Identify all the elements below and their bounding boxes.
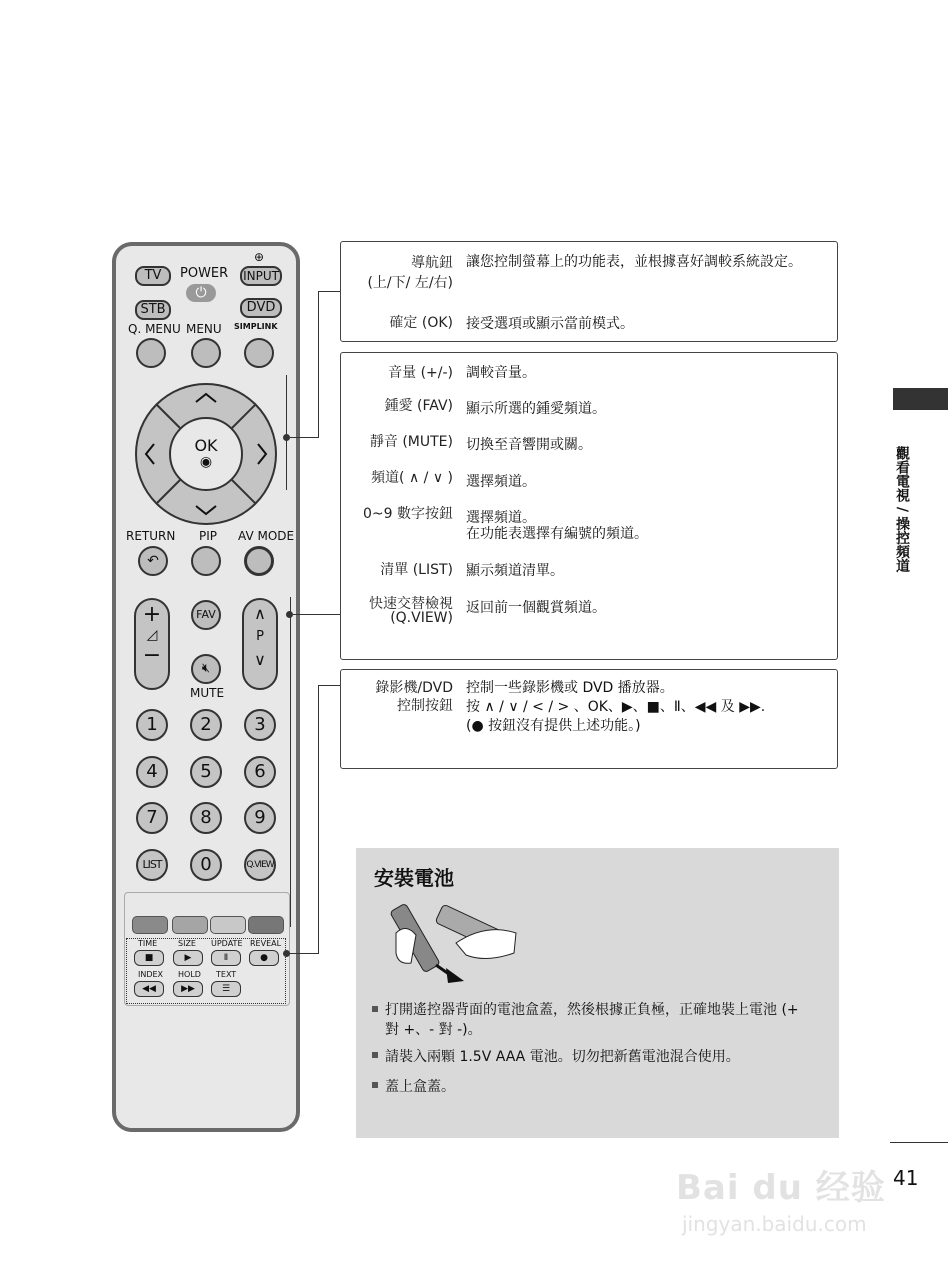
marker-vol bbox=[290, 597, 291, 927]
digit-4-button[interactable]: 4 bbox=[136, 756, 168, 788]
simplink-label: SIMPLINK bbox=[234, 322, 278, 331]
digit-2-button[interactable]: 2 bbox=[190, 709, 222, 741]
vol-term: 音量 (+/-) bbox=[388, 365, 453, 381]
channel-p-label: P bbox=[256, 629, 264, 644]
dvd-line-1: 控制一些錄影機或 DVD 播放器。 bbox=[466, 680, 674, 696]
fav-desc: 顯示所選的鍾愛頻道。 bbox=[466, 401, 606, 417]
nav-desc: 讓您控制螢幕上的功能表，並根據喜好調較系統設定。 bbox=[466, 254, 802, 270]
callout-navigation bbox=[340, 241, 838, 342]
stb-button[interactable]: STB bbox=[135, 300, 171, 320]
volume-rocker[interactable] bbox=[134, 598, 170, 690]
section-vertical-title: 觀看電視 / 操控頻道 bbox=[894, 446, 910, 573]
reveal-label: REVEAL bbox=[250, 939, 282, 948]
watermark-url: jingyan.baidu.com bbox=[682, 1212, 867, 1236]
qmenu-button[interactable] bbox=[136, 338, 166, 368]
connector-dot-2 bbox=[286, 611, 293, 618]
vol-desc: 調較音量。 bbox=[466, 365, 536, 381]
list-term: 清單 (LIST) bbox=[380, 562, 453, 578]
digit-6-button[interactable]: 6 bbox=[244, 756, 276, 788]
time-label: TIME bbox=[138, 939, 158, 948]
volume-down-icon: − bbox=[142, 643, 162, 668]
channel-rocker[interactable] bbox=[242, 598, 278, 690]
connector-dot-3 bbox=[283, 950, 290, 957]
fav-button[interactable] bbox=[191, 600, 221, 630]
ok-term: 確定 (OK) bbox=[389, 315, 453, 331]
text-button[interactable]: ☰ bbox=[211, 981, 241, 997]
section-tab bbox=[893, 388, 948, 410]
dvd-line-2: 按 ∧ / ∨ / < / > 、OK、▶、■、Ⅱ、◀◀ 及 ▶▶. bbox=[466, 699, 766, 715]
yellow-button[interactable] bbox=[210, 916, 246, 934]
channel-up-icon: ∧ bbox=[254, 604, 266, 623]
input-button[interactable]: INPUT bbox=[240, 266, 282, 286]
mute-button[interactable]: 🔇︎ bbox=[191, 654, 221, 684]
index-label: INDEX bbox=[138, 970, 164, 979]
ok-button[interactable] bbox=[190, 436, 222, 469]
update-label: UPDATE bbox=[211, 939, 243, 948]
list-button[interactable]: LIST bbox=[136, 849, 168, 881]
fav-label: FAV bbox=[196, 608, 216, 621]
marker-nav bbox=[286, 375, 287, 490]
list-desc: 顯示頻道清單。 bbox=[466, 563, 564, 579]
dvd-line-3: (● 按鈕沒有提供上述功能。) bbox=[466, 718, 641, 734]
play-button[interactable]: ▶ bbox=[173, 950, 203, 966]
callout-channel-volume bbox=[340, 352, 838, 660]
channel-desc: 選擇頻道。 bbox=[466, 474, 536, 490]
digit-3-button[interactable]: 3 bbox=[244, 709, 276, 741]
channel-term: 頻道( ∧ / ∨ ) bbox=[371, 470, 453, 486]
digit-8-button[interactable]: 8 bbox=[190, 802, 222, 834]
qview-desc: 返回前一個觀賞頻道。 bbox=[466, 600, 606, 616]
record-button[interactable]: ● bbox=[249, 950, 279, 966]
pip-button[interactable] bbox=[191, 546, 221, 576]
digits-term: 0~9 數字按鈕 bbox=[363, 506, 453, 522]
battery-illustration bbox=[386, 893, 526, 988]
nav-term-1: 導航鈕 bbox=[411, 255, 453, 271]
page-number: 41 bbox=[893, 1166, 919, 1190]
size-label: SIZE bbox=[178, 939, 196, 948]
qview-button[interactable]: Q.VIEW bbox=[244, 849, 276, 881]
return-button[interactable]: ↶ bbox=[138, 546, 168, 576]
digit-7-button[interactable]: 7 bbox=[136, 802, 168, 834]
stop-button[interactable]: ■ bbox=[134, 950, 164, 966]
battery-step-2: 請裝入兩顆 1.5V AAA 電池。切勿把新舊電池混合使用。 bbox=[385, 1046, 815, 1066]
ok-desc: 接受選項或顯示當前模式。 bbox=[466, 316, 634, 332]
digits-desc: 選擇頻道。 bbox=[466, 510, 536, 526]
digit-0-button[interactable]: 0 bbox=[190, 849, 222, 881]
red-button[interactable] bbox=[132, 916, 168, 934]
mute-term: 靜音 (MUTE) bbox=[369, 434, 453, 450]
return-label: RETURN bbox=[126, 529, 176, 543]
green-button[interactable] bbox=[172, 916, 208, 934]
digit-1-button[interactable]: 1 bbox=[136, 709, 168, 741]
text-label: TEXT bbox=[216, 970, 237, 979]
menu-label: MENU bbox=[186, 322, 222, 336]
digit-5-button[interactable]: 5 bbox=[190, 756, 222, 788]
input-icon: ⊕ bbox=[254, 250, 265, 264]
battery-step-3: 蓋上盒蓋。 bbox=[385, 1076, 455, 1096]
dvd-term-1: 錄影機/DVD bbox=[375, 680, 453, 696]
channel-down-icon: ∨ bbox=[254, 650, 266, 669]
simplink-button[interactable] bbox=[244, 338, 274, 368]
power-label: POWER bbox=[180, 266, 229, 281]
fav-term: 鍾愛 (FAV) bbox=[384, 398, 453, 414]
watermark-brand: Bai du 经验 bbox=[676, 1168, 886, 1208]
menu-button[interactable] bbox=[191, 338, 221, 368]
battery-title: 安裝電池 bbox=[374, 866, 454, 890]
page-number-rule bbox=[890, 1142, 948, 1143]
ok-dot-icon: ◉ bbox=[199, 454, 213, 470]
volume-up-icon: + bbox=[142, 602, 162, 627]
connector-dot-1 bbox=[283, 434, 290, 441]
qmenu-label: Q. MENU bbox=[128, 322, 181, 336]
dvd-button[interactable]: DVD bbox=[240, 298, 282, 318]
dvd-term-2: 控制按鈕 bbox=[397, 698, 453, 714]
remote-control bbox=[112, 242, 300, 1132]
pip-label: PIP bbox=[199, 529, 218, 543]
volume-icon: ◿ bbox=[146, 627, 158, 643]
digits-desc-2: 在功能表選擇有編號的頻道。 bbox=[466, 526, 648, 542]
battery-step-1: 打開遙控器背面的電池盒蓋，然後根據正負極，正確地裝上電池 (+ 對 +、- 對 -)。 bbox=[385, 1000, 805, 1040]
nav-term-2: (上/下/ 左/右) bbox=[367, 275, 453, 291]
qview-term-2: (Q.VIEW) bbox=[390, 610, 453, 626]
mute-desc: 切換至音響開或關。 bbox=[466, 437, 592, 453]
avmode-label: AV MODE bbox=[238, 529, 295, 543]
tv-button[interactable]: TV bbox=[135, 266, 171, 286]
mute-label: MUTE bbox=[190, 686, 225, 700]
digit-9-button[interactable]: 9 bbox=[244, 802, 276, 834]
hold-label: HOLD bbox=[178, 970, 201, 979]
blue-button[interactable] bbox=[248, 916, 284, 934]
fast-forward-button[interactable]: ▶▶ bbox=[173, 981, 203, 997]
rewind-button[interactable]: ◀◀ bbox=[134, 981, 164, 997]
callout-dvd-controls bbox=[340, 669, 838, 769]
pause-button[interactable]: Ⅱ bbox=[211, 950, 241, 966]
qview-term: 快速交替檢視 bbox=[369, 596, 453, 612]
avmode-button[interactable] bbox=[244, 546, 274, 576]
battery-section bbox=[356, 848, 839, 1138]
ok-label: OK bbox=[194, 436, 218, 455]
power-button[interactable]: ⏻ bbox=[186, 284, 216, 302]
